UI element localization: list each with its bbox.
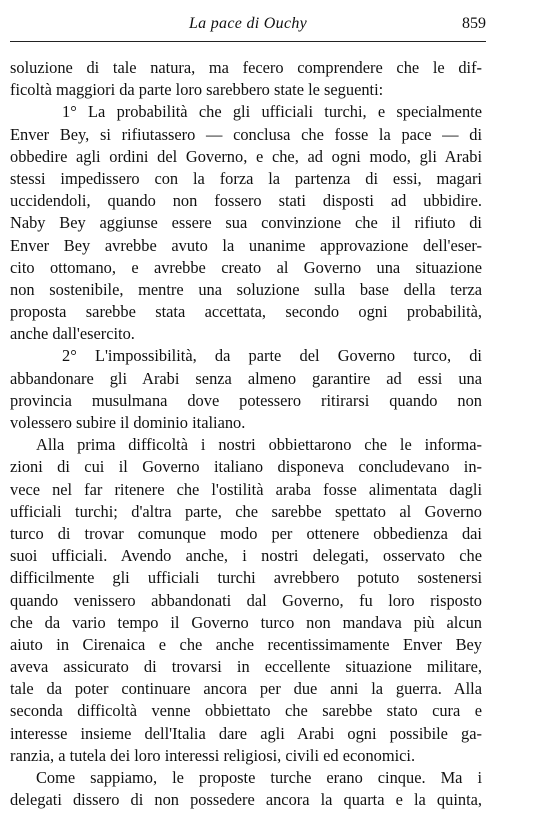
text-line: interesse insieme dell'Italia dare agli Arabi ogni possibile ga- — [10, 723, 482, 743]
text-line: ranzia, a tutela dei loro interessi religiosi, civili ed economici. — [10, 745, 416, 765]
text-line: uccidendoli, quando non fossero stati disposti ad ubbidire. — [10, 191, 482, 211]
text-line: 2° L'impossibilità, da parte del Governo turco, di — [62, 346, 482, 366]
body-text — [10, 57, 482, 811]
text-line: vece nel far ritenere che l'ostilità araba fosse alimentata dagli — [10, 479, 482, 499]
running-head-title: La pace di Ouchy — [188, 15, 308, 32]
text-line: obbedire agli ordini del Governo, e che, ad ogni modo, gli Arabi — [10, 146, 482, 166]
text-line: aiuto in Cirenaica e che anche recentissimamente Enver Bey — [10, 634, 482, 654]
text-line: quando venissero abbandonati dal Governo, fu loro risposto — [10, 590, 482, 610]
text-line: Naby Bey aggiunse essere sua convinzione che il rifiuto di — [10, 213, 482, 233]
text-line: Enver Bey, si rifiutassero — conclusa che fosse la pace — di — [10, 124, 482, 144]
text-line: soluzione di tale natura, ma fecero comprendere che le dif- — [10, 58, 482, 77]
text-line: 1° La probabilità che gli ufficiali turchi, e specialmente — [62, 102, 482, 122]
text-line: proposta sarebbe stata accettata, secondo ogni probabilità, — [10, 302, 482, 322]
text-line: zioni di cui il Governo italiano disponeva concludevano in- — [10, 457, 482, 477]
text-line: Enver Bey avrebbe avuto la unanime approvazione dell'eser- — [10, 235, 482, 255]
text-line: Come sappiamo, le proposte turche erano cinque. Ma i — [36, 768, 482, 787]
text-line: cito ottomano, e avrebbe creato al Governo una situazione — [10, 257, 482, 277]
text-line: suoi ufficiali. Avendo anche, i nostri delegati, osservato che — [10, 546, 482, 566]
running-head — [10, 12, 486, 38]
page-number: 859 — [462, 15, 486, 32]
text-line: ufficiali turchi; d'altra parte, che sarebbe spettato al Governo — [10, 501, 482, 521]
text-line: che da vario tempo il Governo turco non mandava più alcun — [10, 612, 482, 632]
text-line: difficilmente gli ufficiali turchi avrebbero potuto sostenersi — [10, 568, 482, 588]
text-line: turco di trovar comunque modo per ottenere obbedienza dai — [10, 523, 482, 543]
text-line: tale da poter continuare ancora per due anni la guerra. Alla — [10, 679, 482, 699]
text-line: abbandonare gli Arabi senza almeno garantire ad essi una — [10, 368, 482, 388]
text-line: ficoltà maggiori da parte loro sarebbero state le seguenti: — [10, 80, 384, 100]
text-line: delegati dissero di non possedere ancora la quarta e la quinta, — [10, 790, 482, 810]
text-line: aveva assicurato di trovarsi in eccellente situazione militare, — [10, 657, 482, 677]
text-line: Alla prima difficoltà i nostri obbiettarono che le informa- — [36, 435, 482, 455]
text-line: volessero subire il dominio italiano. — [10, 413, 246, 432]
text-line: anche dall'esercito. — [10, 324, 135, 344]
text-line: provincia musulmana dove potessero ritirarsi quando non — [10, 390, 482, 410]
text-line: non sostenibile, mentre una soluzione sulla base della terza — [10, 279, 482, 299]
header-rule — [10, 41, 486, 42]
text-line: seconda difficoltà venne obbiettato che sarebbe stato cura e — [10, 701, 482, 721]
text-line: stessi impedissero con la forza la partenza di essi, magari — [10, 168, 482, 188]
